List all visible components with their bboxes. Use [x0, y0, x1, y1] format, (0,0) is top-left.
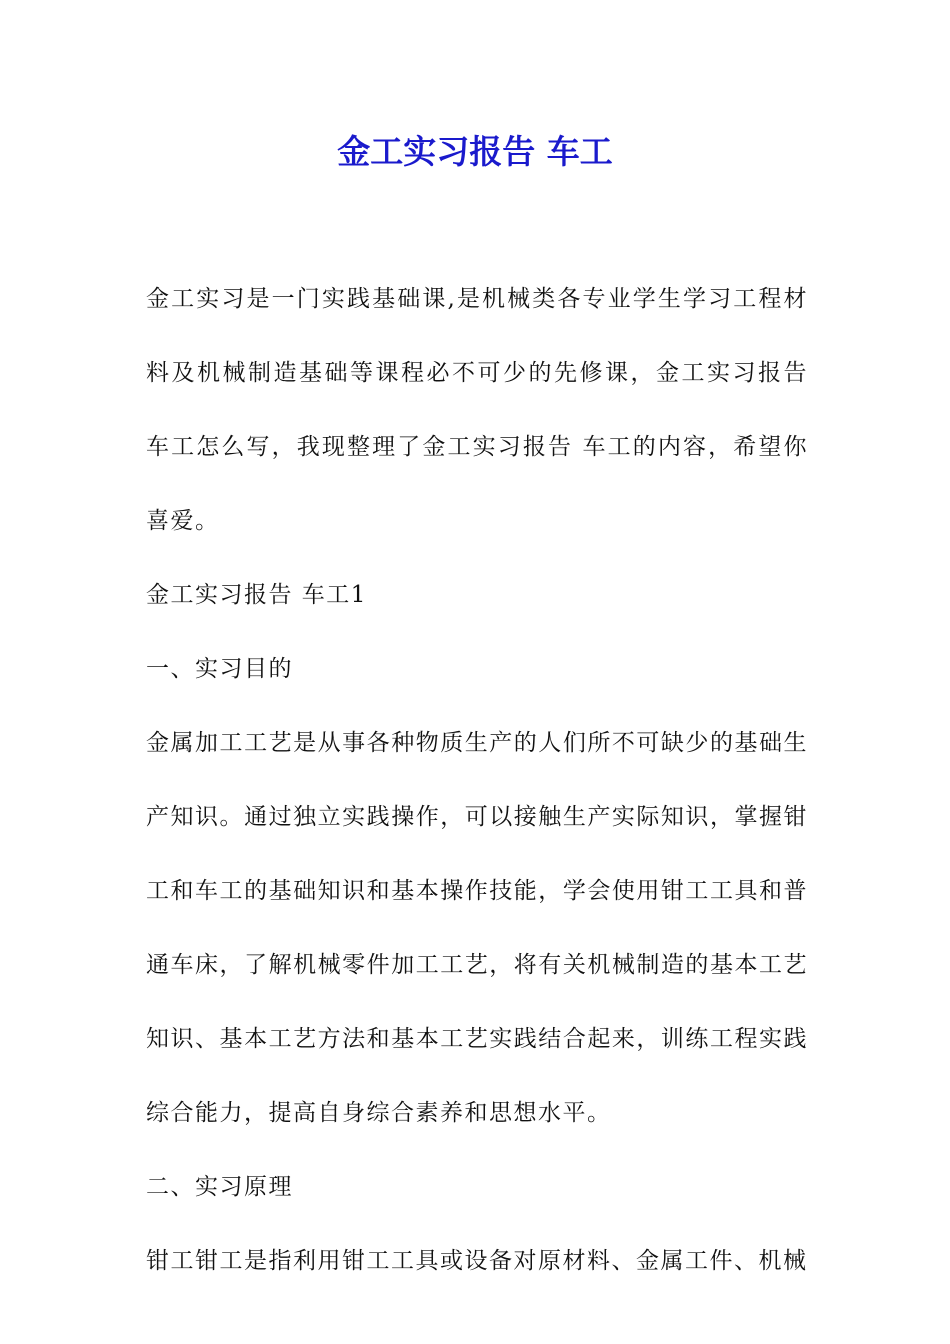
paragraph-intro: 金工实习是一门实践基础课,是机械类各专业学生学习工程材料及机械制造基础等课程必不可少的先修课，金工实习报告 车工怎么写，我现整理了金工实习报告 车工的内容，希望你喜爱。 — [146, 286, 808, 534]
section-heading-report-1: 金工实习报告 车工1 — [146, 582, 367, 608]
section-heading-principle: 二、实习原理 — [146, 1174, 293, 1200]
paragraph-purpose: 金属加工工艺是从事各种物质生产的人们所不可缺少的基础生产知识。通过独立实践操作，可以接触生产实际知识，掌握钳工和车工的基础知识和基本操作技能，学会使用钳工工具和普通车床，了解机械零件加工工艺，将有关机械制造的基本工艺知识、基本工艺方法和基本工艺实践结合起来，训练工程实践综合能力，提高自身综合素养和思想水平。 — [146, 730, 808, 1126]
section-heading-purpose: 一、实习目的 — [146, 656, 293, 682]
document-title: 金工实习报告 车工 — [337, 132, 613, 171]
paragraph-principle: 钳工钳工是指利用钳工工具或设备对原材料、金属工件、机械 — [146, 1248, 808, 1274]
document-body — [146, 262, 808, 1298]
